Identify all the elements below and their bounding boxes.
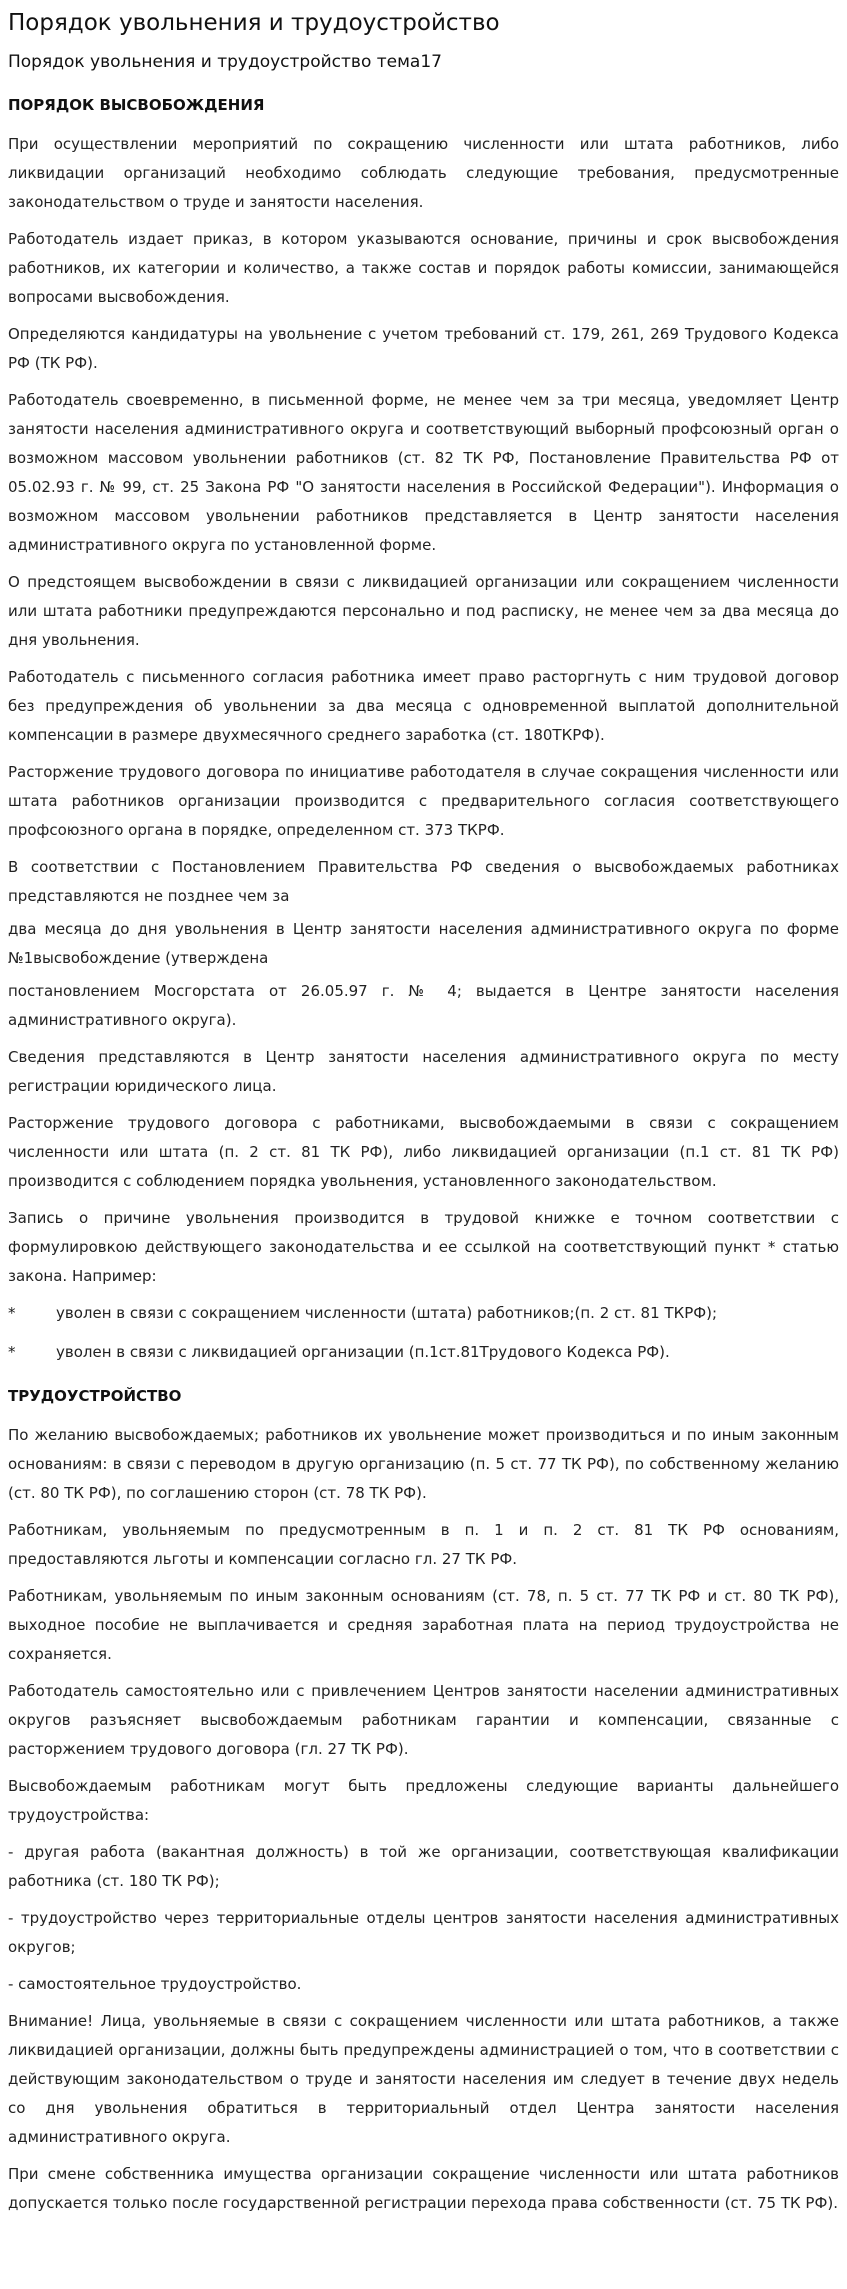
paragraph: Внимание! Лица, увольняемые в связи с сокращением численности или штата работников, а также ликвидацией организации, должны быть предупреждены администрацией о том, что в соответствии с действующим законодательством о труде и занятости населения им следует в течение двух недель со дня увольнения обратиться в территориальный отдел Центра занятости населения административного округа.: [8, 2012, 839, 2146]
paragraph: При смене собственника имущества организации сокращение численности или штата работников допускается только после государственной регистрации перехода права собственности (ст. 75 ТК РФ).: [8, 2165, 839, 2212]
section-employment: [8, 1383, 839, 2218]
paragraph: Работодатель самостоятельно или с привлечением Центров занятости населении административных округов разъясняет высвобождаемым работникам гарантии и компенсации, связанные с расторжением трудового договора (гл. 27 ТК РФ).: [8, 1682, 839, 1758]
section-heading: ТРУДОУСТРОЙСТВО: [8, 1387, 182, 1405]
paragraph: Расторжение трудового договора по инициативе работодателя в случае сокращения численности или штата работников организации производится с предварительного согласия соответствующего профсоюзного органа в порядке, определенном ст. 373 ТКРФ.: [8, 763, 839, 839]
paragraph: Работодатель издает приказ, в котором указываются основание, причины и срок высвобождения работников, их категории и количество, а также состав и порядок работы комиссии, занимающейся вопросами высвобождения.: [8, 230, 839, 306]
paragraph: Работникам, увольняемым по предусмотренным в п. 1 и п. 2 ст. 81 ТК РФ основаниям, предоставляются льготы и компенсации согласно гл. 27 ТК РФ.: [8, 1521, 839, 1568]
list-item-text: уволен в связи с сокращением численности (штата) работников;(п. 2 ст. 81 ТКРФ);: [56, 1304, 718, 1322]
section-heading: ПОРЯДОК ВЫСВОБОЖДЕНИЯ: [8, 96, 265, 114]
paragraph: Запись о причине увольнения производится в трудовой книжке е точном соответствии с формулировкою действующего законодательства и ее ссылкой на соответствующий пункт * статью закона. Например:: [8, 1209, 839, 1285]
paragraph: О предстоящем высвобождении в связи с ликвидацией организации или сокращением численности или штата работники предупреждаются персонально и под расписку, не менее чем за два месяца до дня увольнения.: [8, 573, 839, 649]
paragraph: В соответствии с Постановлением Правительства РФ сведения о высвобождаемых работниках представляются не позднее чем за: [8, 858, 839, 905]
paragraph: По желанию высвобождаемых; работников их увольнение может производиться и по иным законным основаниям: в связи с переводом в другую организацию (п. 5 ст. 77 ТК РФ), по собственному желанию (ст. 80 ТК РФ), по соглашению сторон (ст. 78 ТК РФ).: [8, 1426, 839, 1502]
paragraph: - другая работа (вакантная должность) в той же организации, соответствующая квалификации работника (ст. 180 ТК РФ);: [8, 1843, 839, 1890]
list-item: [8, 1338, 839, 1367]
bullet-marker: *: [8, 1304, 16, 1322]
paragraph: Высвобождаемым работникам могут быть предложены следующие варианты дальнейшего трудоустройства:: [8, 1777, 839, 1824]
paragraph: - самостоятельное трудоустройство.: [8, 1975, 302, 1993]
paragraph: Расторжение трудового договора с работниками, высвобождаемыми в связи с сокращением численности или штата (п. 2 ст. 81 ТК РФ), либо ликвидацией организации (п.1 ст. 81 ТК РФ) производится с соблюдением порядка увольнения, установленного законодательством.: [8, 1114, 839, 1190]
paragraph: Сведения представляются в Центр занятости населения административного округа по месту регистрации юридического лица.: [8, 1048, 839, 1095]
paragraph: Работодатель с письменного согласия работника имеет право расторгнуть с ним трудовой договор без предупреждения об увольнении за два месяца с одновременной выплатой дополнительной компенсации в размере двухмесячного среднего заработка (ст. 180ТКРФ).: [8, 668, 839, 744]
paragraph: Определяются кандидатуры на увольнение с учетом требований ст. 179, 261, 269 Трудового Кодекса РФ (ТК РФ).: [8, 325, 839, 372]
list-item: [8, 1299, 839, 1328]
list-item-text: уволен в связи с ликвидацией организации (п.1ст.81Трудового Кодекса РФ).: [56, 1343, 670, 1361]
paragraph: постановлением Мосгорстата от 26.05.97 г. № 4; выдается в Центре занятости населения административного округа).: [8, 982, 839, 1029]
paragraph: два месяца до дня увольнения в Центр занятости населения административного округа по форме №1высвобождение (утверждена: [8, 920, 839, 967]
bullet-marker: *: [8, 1343, 16, 1361]
paragraph: - трудоустройство через территориальные отделы центров занятости населения административных округов;: [8, 1909, 839, 1956]
paragraph: При осуществлении мероприятий по сокращению численности или штата работников, либо ликвидации организаций необходимо соблюдать следующие требования, предусмотренные законодательством о труде и занятости населения.: [8, 135, 839, 211]
page-title: Порядок увольнения и трудоустройство: [8, 10, 500, 36]
section-release-procedure: [8, 92, 839, 1367]
paragraph: Работникам, увольняемым по иным законным основаниям (ст. 78, п. 5 ст. 77 ТК РФ и ст. 80 ТК РФ), выходное пособие не выплачивается и средняя заработная плата на период трудоустройства не сохраняется.: [8, 1587, 839, 1663]
paragraph: Работодатель своевременно, в письменной форме, не менее чем за три месяца, уведомляет Центр занятости населения административного округа и соответствующий выборный профсоюзный орган о возможном массовом увольнении работников (ст. 82 ТК РФ, Постановление Правительства РФ от 05.02.93 г. № 99, ст. 25 Закона РФ "О занятости населения в Российской Федерации"). Информация о возможном массовом увольнении работников представляется в Центр занятости населения административного округа по установленной форме.: [8, 391, 839, 554]
page-subtitle: Порядок увольнения и трудоустройство тема17: [8, 52, 442, 72]
